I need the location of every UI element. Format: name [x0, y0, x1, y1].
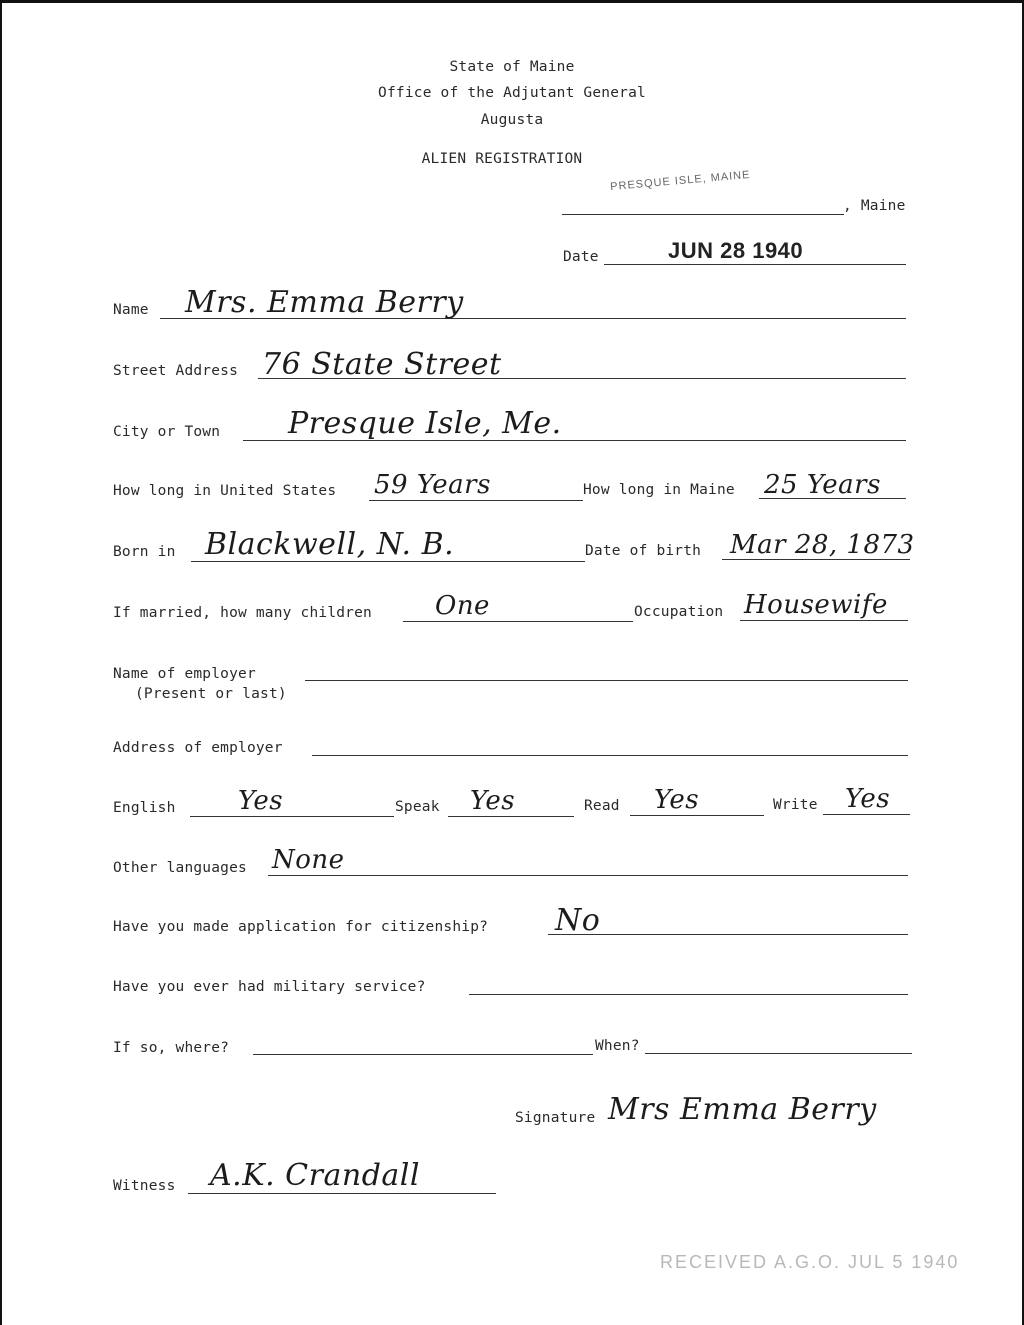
where-label: If so, where?: [113, 1040, 230, 1056]
other-languages-value: None: [272, 845, 345, 875]
speak-line: [448, 816, 574, 817]
children-line: [403, 621, 633, 622]
signature-value: Mrs Emma Berry: [608, 1092, 877, 1127]
witness-value: A.K. Crandall: [210, 1158, 420, 1193]
witness-line: [188, 1193, 496, 1194]
english-label: English: [113, 800, 176, 816]
form-title: ALIEN REGISTRATION: [421, 151, 583, 167]
speak-label: Speak: [395, 799, 440, 815]
read-label: Read: [584, 798, 620, 814]
header-state: State of Maine: [449, 59, 575, 75]
place-stamp: PRESQUE ISLE, MAINE: [609, 168, 751, 194]
employer-address-line: [312, 755, 908, 756]
citizenship-value: No: [555, 903, 601, 938]
military-line: [469, 994, 908, 995]
street-value: 76 State Street: [262, 347, 502, 382]
where-line: [253, 1054, 593, 1055]
write-value: Yes: [845, 784, 891, 814]
read-value: Yes: [654, 785, 700, 815]
born-in-value: Blackwell, N. B.: [205, 527, 455, 562]
name-label: Name: [113, 302, 149, 318]
write-line: [823, 814, 910, 815]
english-line: [190, 816, 394, 817]
other-languages-label: Other languages: [113, 860, 247, 876]
employer-line: [305, 680, 908, 681]
when-label: When?: [595, 1038, 640, 1054]
signature-label: Signature: [515, 1110, 596, 1126]
english-value: Yes: [238, 786, 284, 816]
born-in-label: Born in: [113, 544, 176, 560]
street-label: Street Address: [113, 363, 239, 379]
date-line: [604, 264, 906, 265]
citizenship-line: [548, 934, 908, 935]
employer-address-label: Address of employer: [113, 740, 283, 756]
dob-value: Mar 28, 1873: [730, 530, 915, 560]
years-us-value: 59 Years: [374, 470, 491, 500]
occupation-label: Occupation: [634, 604, 724, 620]
write-label: Write: [773, 797, 818, 813]
speak-value: Yes: [470, 786, 516, 816]
date-label: Date: [563, 249, 599, 265]
years-us-label: How long in United States: [113, 483, 337, 499]
other-languages-line: [268, 875, 908, 876]
received-stamp: RECEIVED A.G.O. JUL 5 1940: [660, 1252, 960, 1272]
children-label: If married, how many children: [113, 605, 372, 621]
military-label: Have you ever had military service?: [113, 979, 426, 995]
witness-label: Witness: [113, 1178, 176, 1194]
when-line: [645, 1053, 912, 1054]
city-value: Presque Isle, Me.: [288, 406, 562, 441]
children-value: One: [435, 591, 490, 621]
employer-sublabel: (Present or last): [135, 686, 287, 702]
header-office: Office of the Adjutant General: [378, 85, 646, 101]
location-line: [562, 214, 844, 215]
read-line: [630, 815, 764, 816]
years-maine-label: How long in Maine: [583, 482, 735, 498]
years-us-line: [369, 500, 583, 501]
occupation-value: Housewife: [744, 590, 888, 620]
years-maine-value: 25 Years: [764, 470, 881, 500]
location-suffix: , Maine: [843, 198, 906, 214]
dob-label: Date of birth: [585, 543, 702, 559]
name-value: Mrs. Emma Berry: [185, 285, 464, 320]
scan-border-left: [0, 0, 2, 1325]
occupation-line: [740, 620, 908, 621]
citizenship-label: Have you made application for citizenship?: [113, 919, 489, 935]
employer-label: Name of employer: [113, 666, 256, 682]
scan-border-top: [0, 0, 1024, 3]
city-label: City or Town: [113, 424, 221, 440]
header-city: Augusta: [480, 112, 544, 128]
date-stamp: JUN 28 1940: [668, 238, 804, 263]
